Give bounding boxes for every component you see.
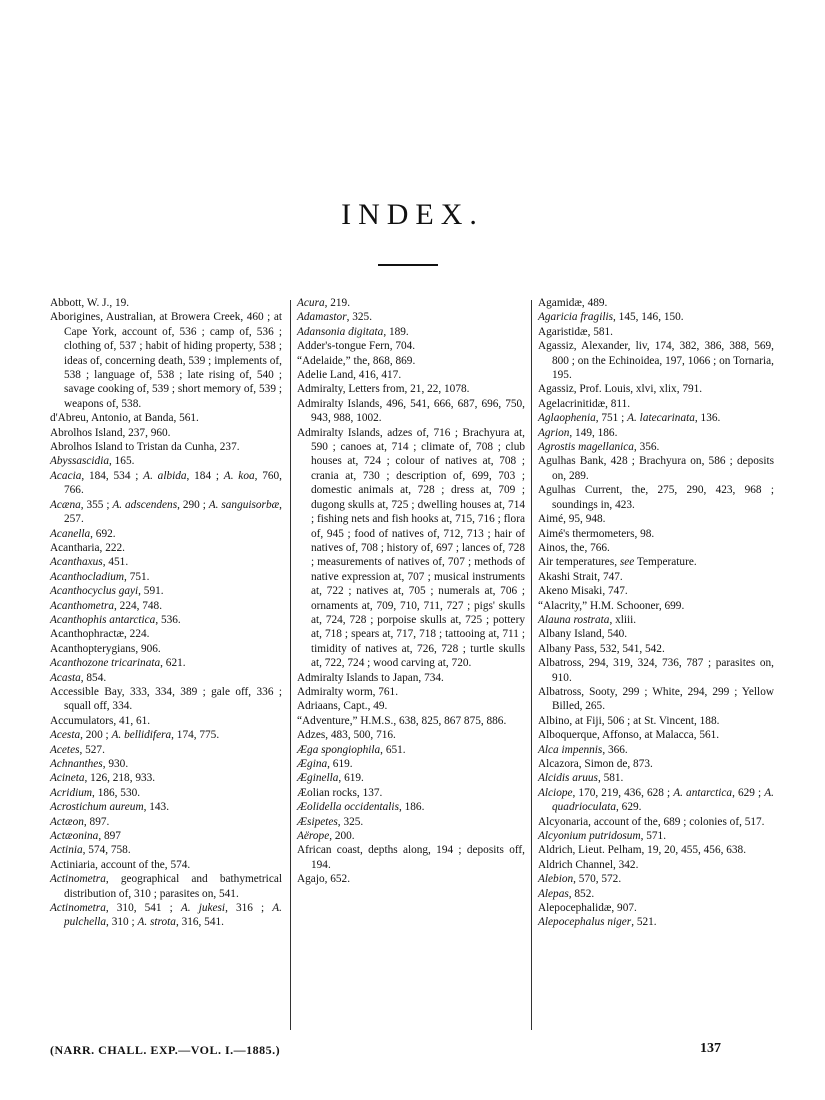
index-entry: Adelie Land, 416, 417.	[297, 369, 402, 382]
index-entry: Æolian rocks, 137.	[297, 786, 383, 799]
page-number: 137	[700, 1041, 721, 1056]
index-entry: “Adelaide,” the, 868, 869.	[297, 354, 416, 367]
index-entry: Acanthocladium, 751.	[50, 570, 150, 583]
index-entry: Aglaophenia, 751 ; A. latecarinata, 136.	[538, 412, 721, 425]
index-entry: Acineta, 126, 218, 933.	[50, 772, 156, 785]
index-entry: Æsipetes, 325.	[297, 815, 364, 828]
index-entry: Aimé's thermometers, 98.	[538, 527, 655, 540]
index-entry: Acrostichum aureum, 143.	[50, 801, 170, 814]
column-divider-1	[290, 300, 291, 1030]
index-entry: Aborigines, Australian, at Browera Creek, 460 ; at Cape York, account of, 536 ; camp of, 536 ; clothing of, 537 ; habit of hiding property, 538 ; ideas of, concerning death, 539 ; implements of, 538 ; language of, 538 ; late rising of, 540 ; savage cooking of, 539 ; short memory of, 539 ; weapons of, 538.	[50, 311, 282, 410]
index-entry: Acetes, 527.	[50, 743, 105, 756]
title-rule	[378, 264, 438, 266]
index-entry: Adansonia digitata, 189.	[297, 325, 409, 338]
index-entry: Adamastor, 325.	[297, 311, 373, 324]
index-entry: Abrolhos Island to Tristan da Cunha, 237.	[50, 441, 240, 454]
index-entry: Alepocephalidæ, 907.	[538, 902, 637, 915]
index-entry: Aldrich Channel, 342.	[538, 858, 639, 871]
index-entry: Æolidella occidentalis, 186.	[297, 801, 425, 814]
index-entry: Albatross, 294, 319, 324, 736, 787 ; parasites on, 910.	[538, 657, 774, 684]
index-entry: Acesta, 200 ; A. bellidifera, 174, 775.	[50, 729, 220, 742]
index-entry: Actiniaria, account of the, 574.	[50, 858, 191, 871]
index-entry: Albino, at Fiji, 506 ; at St. Vincent, 188.	[538, 714, 720, 727]
index-entry: Admiralty worm, 761.	[297, 685, 399, 698]
index-entry: “Alacrity,” H.M. Schooner, 699.	[538, 599, 685, 612]
index-entry: Agrion, 149, 186.	[538, 426, 618, 439]
index-entry: Agulhas Current, the, 275, 290, 423, 968 ; soundings in, 423.	[538, 484, 774, 511]
index-entry: Acanthocyclus gayi, 591.	[50, 585, 164, 598]
index-entry: Acacia, 184, 534 ; A. albida, 184 ; A. koa, 760, 766.	[50, 469, 282, 497]
index-entry: Agaricia fragilis, 145, 146, 150.	[538, 311, 684, 324]
index-entry: Accumulators, 41, 61.	[50, 714, 151, 727]
index-entry: Acanthometra, 224, 748.	[50, 599, 163, 612]
index-entry: Actinometra, geographical and bathymetrical distribution of, 310 ; parasites on, 541.	[50, 873, 282, 900]
index-entry: Agassiz, Prof. Louis, xlvi, xlix, 791.	[538, 383, 703, 396]
index-entry: Alauna rostrata, xliii.	[538, 613, 637, 626]
index-entry: Acridium, 186, 530.	[50, 786, 141, 799]
index-entry: Alboquerque, Affonso, at Malacca, 561.	[538, 729, 720, 742]
index-entry: Acanthophis antarctica, 536.	[50, 613, 181, 626]
index-entry: Acasta, 854.	[50, 671, 107, 684]
index-entry: Acanella, 692.	[50, 527, 116, 540]
index-entry: Admiralty, Letters from, 21, 22, 1078.	[297, 383, 470, 396]
index-entry: Agamidæ, 489.	[538, 297, 608, 309]
index-entry: “Adventure,” H.M.S., 638, 825, 867 875, 886.	[297, 714, 507, 727]
index-entry: Abyssascidia, 165.	[50, 455, 135, 468]
index-entry: Adriaans, Capt., 49.	[297, 700, 388, 713]
index-entry: Alca impennis, 366.	[538, 743, 628, 756]
index-entry: Ægina, 619.	[297, 758, 353, 770]
index-entry: Albany Pass, 532, 541, 542.	[538, 642, 665, 655]
index-entry: Air temperatures, see Temperature.	[538, 556, 697, 569]
index-entry: Acanthophractæ, 224.	[50, 628, 150, 641]
index-entry: Aërope, 200.	[297, 830, 355, 843]
index-entry: Actinia, 574, 758.	[50, 844, 131, 857]
index-entry: Akashi Strait, 747.	[538, 570, 623, 583]
index-entry: Achnanthes, 930.	[50, 758, 129, 770]
index-entry: Acanthaxus, 451.	[50, 556, 129, 569]
footer-citation: (NARR. CHALL. EXP.—VOL. I.—1885.)	[50, 1043, 281, 1057]
index-entry: Alepas, 852.	[538, 887, 595, 900]
index-entry: Alepocephalus niger, 521.	[538, 916, 657, 929]
index-entry: Actinometra, 310, 541 ; A. jukesi, 316 ; A. pulchella, 310 ; A. strota, 316, 541.	[50, 902, 282, 929]
index-entry: Acæna, 355 ; A. adscendens, 290 ; A. sanguisorbæ, 257.	[50, 498, 282, 526]
index-entry: Abbott, W. J., 19.	[50, 297, 130, 309]
index-entry: Admiralty Islands, adzes of, 716 ; Brachyura at, 590 ; canoes at, 714 ; climate of, 708 ; club houses at, 724 ; colour of natives at, 708 ; crania at, 730 ; description of, 699, 703 ; domestic animals at, 728 ; dress at, 709 ; dugong skulls at, 725 ; dwelling houses at, 714 ; fishing nets and fish hooks at, 715, 716 ; flora of, 945 ; food of natives of, 712, 713 ; hair of natives of, 708 ; history of, 697 ; lances of, 728 ; measurements of natives of, 707 ; methods of native expression at, 707 ; musical instruments at, 722 ; natives at, 705 ; numerals at, 706 ; ornaments at, 709, 710, 711, 727 ; pigs' skulls at, 724, 728 ; porpoise skulls at, 725 ; pottery at, 718 ; spears at, 717, 718 ; tattooing at, 711 ; timidity of natives at, 726, 728 ; turtle skulls at, 722, 724 ; wood carving at, 720.	[297, 426, 525, 670]
index-entry: Agaristidæ, 581.	[538, 325, 613, 338]
index-entry: Æginella, 619.	[297, 772, 364, 785]
index-entry: Æga spongiophila, 651.	[297, 743, 406, 756]
column-divider-2	[531, 300, 532, 1030]
index-entry: Admiralty Islands, 496, 541, 666, 687, 696, 750, 943, 988, 1002.	[297, 397, 525, 425]
index-entry: Alcidis aruus, 581.	[538, 772, 624, 785]
index-entry: Agajo, 652.	[297, 873, 351, 886]
index-entry: Abrolhos Island, 237, 960.	[50, 426, 171, 439]
index-column-3	[538, 296, 774, 930]
index-entry: Alciope, 170, 219, 436, 628 ; A. antarctica, 629 ; A. quadrioculata, 629.	[538, 786, 774, 814]
index-column-2	[297, 296, 525, 887]
index-entry: Alcyonium putridosum, 571.	[538, 830, 667, 843]
index-entry: Agulhas Bank, 428 ; Brachyura on, 586 ; deposits on, 289.	[538, 455, 774, 482]
index-entry: Alcyonaria, account of the, 689 ; colonies of, 517.	[538, 815, 765, 828]
index-entry: Ainos, the, 766.	[538, 541, 610, 554]
index-entry: Adzes, 483, 500, 716.	[297, 729, 396, 742]
index-entry: Admiralty Islands to Japan, 734.	[297, 671, 444, 684]
index-entry: Adder's-tongue Fern, 704.	[297, 340, 416, 353]
index-entry: Acanthozone tricarinata, 621.	[50, 657, 186, 670]
index-entry: Albany Island, 540.	[538, 628, 628, 641]
index-entry: Aldrich, Lieut. Pelham, 19, 20, 455, 456, 638.	[538, 844, 747, 857]
index-entry: d'Abreu, Antonio, at Banda, 561.	[50, 412, 199, 425]
index-entry: Agrostis magellanica, 356.	[538, 441, 660, 454]
index-entry: Agelacrinitidæ, 811.	[538, 397, 631, 410]
index-entry: Acura, 219.	[297, 297, 351, 309]
index-entry: Akeno Misaki, 747.	[538, 585, 628, 598]
index-entry: Accessible Bay, 333, 334, 389 ; gale off, 336 ; squall off, 334.	[50, 685, 282, 713]
index-entry: Acanthopterygians, 906.	[50, 642, 161, 655]
index-column-1	[50, 296, 282, 930]
index-entry: Alebion, 570, 572.	[538, 873, 622, 886]
index-entry: Aimé, 95, 948.	[538, 513, 606, 526]
index-entry: Actæonina, 897	[50, 830, 121, 843]
index-entry: Acantharia, 222.	[50, 541, 125, 554]
index-entry: African coast, depths along, 194 ; deposits off, 194.	[297, 844, 525, 871]
page-title: INDEX.	[341, 198, 484, 231]
index-entry: Agassiz, Alexander, liv, 174, 382, 386, 388, 569, 800 ; on the Echinoidea, 197, 1066 ; on Tornaria, 195.	[538, 340, 774, 382]
index-entry: Actæon, 897.	[50, 815, 110, 828]
index-entry: Albatross, Sooty, 299 ; White, 294, 299 ; Yellow Billed, 265.	[538, 685, 774, 713]
index-entry: Alcazora, Simon de, 873.	[538, 758, 653, 770]
